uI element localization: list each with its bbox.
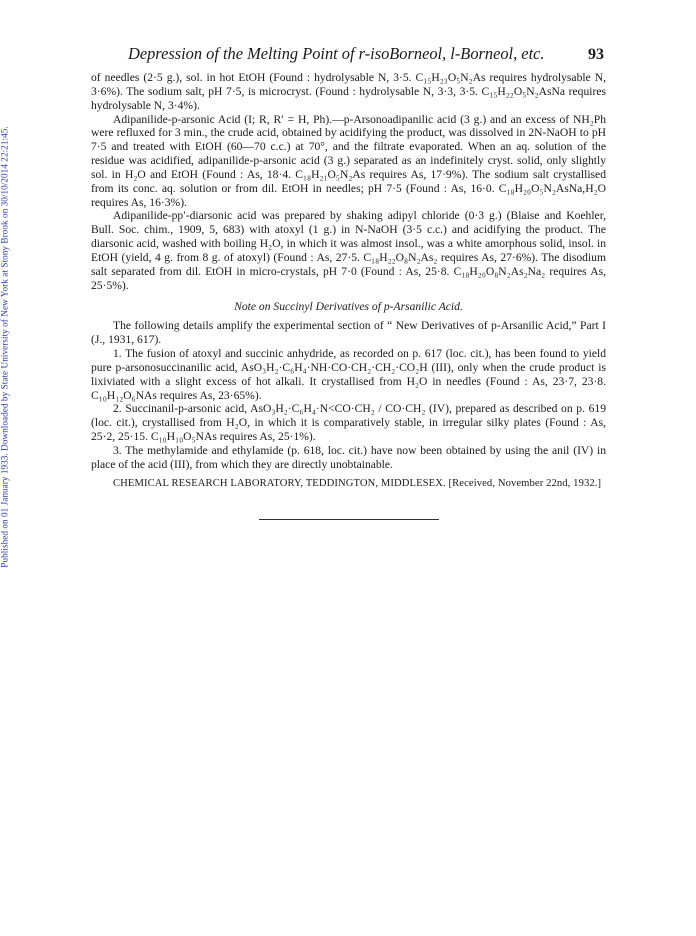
download-watermark-text: Published on 01 January 1933. Downloaded by State University of New York at Stony Brook on 30/10/2014 22:21:45. (0, 126, 10, 568)
paragraph-item-1: 1. The fusion of atoxyl and succinic anhydride, as recorded on p. 617 (loc. cit.), has been found to yield pure p-arsonosuccinanilic acid, AsO₃H₂·C₆H₄·NH·CO·CH₂·CH₂·CO₂H (III), only when the crude product is lixiviated with a slight excess of hot alkali. It crystallised from H₂O in needles (Found : As, 23·7, 23·8. C₁₀H₁₂O₆NAs requires As, 23·65%). (91, 347, 606, 402)
running-header (128, 44, 604, 64)
download-watermark (0, 1, 17, 693)
paragraph-adipanilide-diarsonic: Adipanilide-pp′-diarsonic acid was prepared by shaking adipyl chloride (0·3 g.) (Blaise and Koehler, Bull. Soc. chim., 1909, 5, 683) with atoxyl (1 g.) in N-NaOH (3·5 c.c.) and acidifying the product. The diarsonic acid, washed with boiling H₂O, in which it was almost insol., was a white amorphous solid, insol. in EtOH (yield, 4 g. from 8 g. of atoxyl) (Found : As, 27·5. C₁₈H₂₂O₈N₂As₂ requires As, 27·6%). The disodium salt separated from dil. EtOH in micro-crystals, pH 7·0 (Found : As, 25·8. C₁₈H₂₀O₈N₂As₂Na₂ requires As, 25·5%). (91, 209, 606, 292)
affiliation-line: CHEMICAL RESEARCH LABORATORY, TEDDINGTON, MIDDLESEX. [Received, November 22nd, 1932.] (113, 477, 602, 489)
paragraph-intro: The following details amplify the experimental section of “ New Derivatives of p-Arsanilic Acid,” Part I (J., 1931, 617). (91, 319, 606, 347)
paragraph-adipanilide-arsonic: Adipanilide-p-arsonic Acid (I; R, R′ = H, Ph).—p-Arsonoadipanilic acid (3 g.) and an excess of NH₂Ph were refluxed for 3 min., the crude acid, obtained by acidifying the product, was dissolved in 2N-NaOH to pH 7·5 and treated with EtOH (60—70 c.c.) at 70°, and the filtrate evaporated. When an aq. solution of the residue was acidified, adipanilide-p-arsonic acid (3 g.) separated as an indefinitely cryst. solid, only slightly sol. in H₂O and EtOH (Found : As, 18·4. C₁₈H₂₁O₅N₂As requires As, 17·9%). The sodium salt crystallised from its conc. aq. solution or from dil. EtOH in needles; pH 7·5 (Found : As, 16·0. C₁₈H₂₀O₅N₂AsNa,H₂O requires As, 16·3%). (91, 112, 606, 209)
end-rule (259, 519, 439, 520)
page-number: 93 (588, 46, 604, 63)
section-heading: Note on Succinyl Derivatives of p-Arsanilic Acid. (234, 299, 463, 313)
running-title: Depression of the Melting Point of r-isoBorneol, l-Borneol, etc. (128, 44, 545, 63)
paragraph-item-2: 2. Succinanil-p-arsonic acid, AsO₃H₂·C₆H₄·N<CO·CH₂ / CO·CH₂ (IV), prepared as described on p. 619 (loc. cit.), crystallised from H₂O, in which it is comparatively stable, in irregular silky plates (Found : As, 25·2, 25·15. C₁₀H₁₀O₅NAs requires As, 25·1%). (91, 402, 606, 444)
paragraph-1: of needles (2·5 g.), sol. in hot EtOH (Found : hydrolysable N, 3·5. C₁₅H₂₃O₅N₂As requires hydrolysable N, 3·6%). The sodium salt, pH 7·5, is microcryst. (Found : hydrolysable N, 3·3, 3·5. C₁₅H₂₂O₅N₂AsNa requires hydrolysable N, 3·4%). (91, 71, 606, 112)
article-body (91, 71, 606, 490)
paragraph-item-3: 3. The methylamide and ethylamide (p. 618, loc. cit.) have now been obtained by using the anil (IV) in place of the acid (III), from which they are directly unobtainable. (91, 443, 606, 471)
